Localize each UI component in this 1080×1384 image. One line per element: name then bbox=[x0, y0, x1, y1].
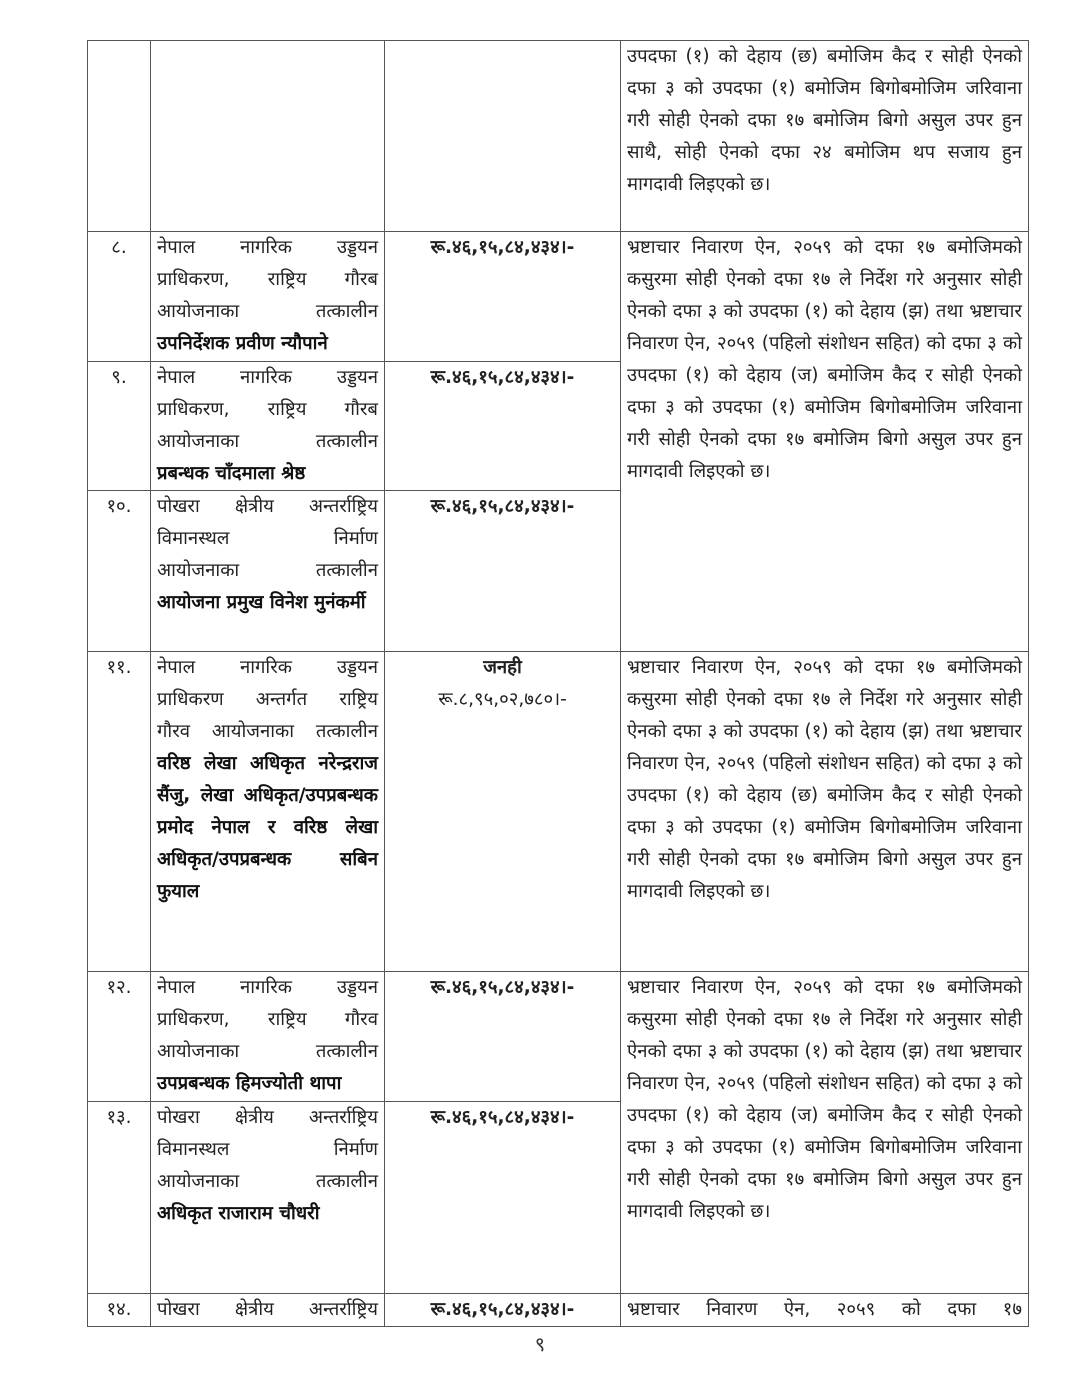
accused-name: अधिकृत राजाराम चौधरी bbox=[157, 1203, 320, 1224]
case-table bbox=[87, 40, 1029, 1327]
accused-description: नेपाल नागरिक उड्डयन प्राधिकरण, राष्ट्रिय गौरब आयोजनाका तत्कालीन उपनिर्देशक प्रवीण न्यौपाने bbox=[151, 232, 385, 362]
row-number: १३. bbox=[88, 1102, 151, 1294]
accused-name: उपनिर्देशक प्रवीण न्यौपाने bbox=[157, 333, 328, 354]
table-row bbox=[88, 41, 1029, 232]
amount-label: जनही bbox=[483, 657, 522, 678]
accused-description: पोखरा क्षेत्रीय अन्तर्राष्ट्रिय विमानस्थल निर्माण आयोजनाका तत्कालीन अधिकृत राजाराम चौधरी bbox=[151, 1102, 385, 1294]
table-row bbox=[88, 652, 1029, 972]
accused-description: पोखरा क्षेत्रीय अन्तर्राष्ट्रिय bbox=[151, 1294, 385, 1327]
accused-description: नेपाल नागरिक उड्डयन प्राधिकरण अन्तर्गत राष्ट्रिय गौरव आयोजनाका तत्कालीन वरिष्ठ लेखा अधिकृत नरेन्द्रराज सैंजु, लेखा अधिकृत/उपप्रबन्धक प्रमोद नेपाल र वरिष्ठ लेखा अधिकृत/उपप्रबन्धक सबिन फुयाल bbox=[151, 652, 385, 972]
legal-demand: भ्रष्टाचार निवारण ऐन, २०५९ को दफा १७ bbox=[621, 1294, 1029, 1327]
claim-amount: रू.४६,१५,८४,४३४।- bbox=[385, 1102, 621, 1294]
claim-amount bbox=[385, 41, 621, 232]
claim-amount: रू.४६,१५,८४,४३४।- bbox=[385, 972, 621, 1102]
accused-name: प्रबन्धक चाँदमाला श्रेष्ठ bbox=[157, 463, 306, 484]
table-row bbox=[88, 1294, 1029, 1327]
row-number: १४. bbox=[88, 1294, 151, 1327]
claim-amount: रू.४६,१५,८४,४३४।- bbox=[385, 491, 621, 652]
page-number: ९ bbox=[534, 1332, 546, 1356]
row-number: ९. bbox=[88, 362, 151, 491]
accused-description: नेपाल नागरिक उड्डयन प्राधिकरण, राष्ट्रिय गौरब आयोजनाका तत्कालीन प्रबन्धक चाँदमाला श्रेष्ठ bbox=[151, 362, 385, 491]
claim-amount: रू.४६,१५,८४,४३४।- bbox=[385, 362, 621, 491]
claim-amount bbox=[385, 652, 621, 972]
table-row bbox=[88, 232, 1029, 362]
row-number: ८. bbox=[88, 232, 151, 362]
row-number: ११. bbox=[88, 652, 151, 972]
legal-demand: भ्रष्टाचार निवारण ऐन, २०५९ को दफा १७ बमोजिमको कसुरमा सोही ऐनको दफा १७ ले निर्देश गरे अनुसार सोही ऐनको दफा ३ को उपदफा (१) को देहाय (झ) तथा भ्रष्टाचार निवारण ऐन, २०५९ (पहिलो संशोधन सहित) को दफा ३ को उपदफा (१) को देहाय (ज) बमोजिम कैद र सोही ऐनको दफा ३ को उपदफा (१) बमोजिम बिगोबमोजिम जरिवाना गरी सोही ऐनको दफा १७ बमोजिम बिगो असुल उपर हुन मागदावी लिइएको छ। bbox=[621, 232, 1029, 652]
amount-value: रू.८,९५,०२,७८०।- bbox=[438, 689, 567, 710]
table-row bbox=[88, 972, 1029, 1102]
legal-demand: भ्रष्टाचार निवारण ऐन, २०५९ को दफा १७ बमोजिमको कसुरमा सोही ऐनको दफा १७ ले निर्देश गरे अनुसार सोही ऐनको दफा ३ को उपदफा (१) को देहाय (झ) तथा भ्रष्टाचार निवारण ऐन, २०५९ (पहिलो संशोधन सहित) को दफा ३ को उपदफा (१) को देहाय (छ) बमोजिम कैद र सोही ऐनको दफा ३ को उपदफा (१) बमोजिम बिगोबमोजिम जरिवाना गरी सोही ऐनको दफा १७ बमोजिम बिगो असुल उपर हुन मागदावी लिइएको छ। bbox=[621, 652, 1029, 972]
claim-amount: रू.४६,१५,८४,४३४।- bbox=[385, 232, 621, 362]
accused-description bbox=[151, 41, 385, 232]
legal-demand: भ्रष्टाचार निवारण ऐन, २०५९ को दफा १७ बमोजिमको कसुरमा सोही ऐनको दफा १७ ले निर्देश गरे अनुसार सोही ऐनको दफा ३ को उपदफा (१) को देहाय (झ) तथा भ्रष्टाचार निवारण ऐन, २०५९ (पहिलो संशोधन सहित) को दफा ३ को उपदफा (१) को देहाय (ज) बमोजिम कैद र सोही ऐनको दफा ३ को उपदफा (१) बमोजिम बिगोबमोजिम जरिवाना गरी सोही ऐनको दफा १७ बमोजिम बिगो असुल उपर हुन मागदावी लिइएको छ। bbox=[621, 972, 1029, 1294]
row-number: १२. bbox=[88, 972, 151, 1102]
legal-demand: उपदफा (१) को देहाय (छ) बमोजिम कैद र सोही ऐनको दफा ३ को उपदफा (१) बमोजिम बिगोबमोजिम जरिवाना गरी सोही ऐनको दफा १७ बमोजिम बिगो असुल उपर हुन साथै, सोही ऐनको दफा २४ बमोजिम थप सजाय हुन मागदावी लिइएको छ। bbox=[621, 41, 1029, 232]
accused-name: उपप्रबन्धक हिमज्योती थापा bbox=[157, 1073, 342, 1094]
claim-amount: रू.४६,१५,८४,४३४।- bbox=[385, 1294, 621, 1327]
row-number: १०. bbox=[88, 491, 151, 652]
row-number bbox=[88, 41, 151, 232]
accused-description: नेपाल नागरिक उड्डयन प्राधिकरण, राष्ट्रिय गौरव आयोजनाका तत्कालीन उपप्रबन्धक हिमज्योती थापा bbox=[151, 972, 385, 1102]
accused-name: आयोजना प्रमुख विनेश मुनंकर्मी bbox=[157, 592, 366, 613]
accused-description: पोखरा क्षेत्रीय अन्तर्राष्ट्रिय विमानस्थल निर्माण आयोजनाका तत्कालीन आयोजना प्रमुख विनेश मुनंकर्मी bbox=[151, 491, 385, 652]
accused-name: वरिष्ठ लेखा अधिकृत नरेन्द्रराज सैंजु, लेखा अधिकृत/उपप्रबन्धक प्रमोद नेपाल र वरिष्ठ लेखा अधिकृत/उपप्रबन्धक सबिन फुयाल bbox=[157, 753, 378, 902]
